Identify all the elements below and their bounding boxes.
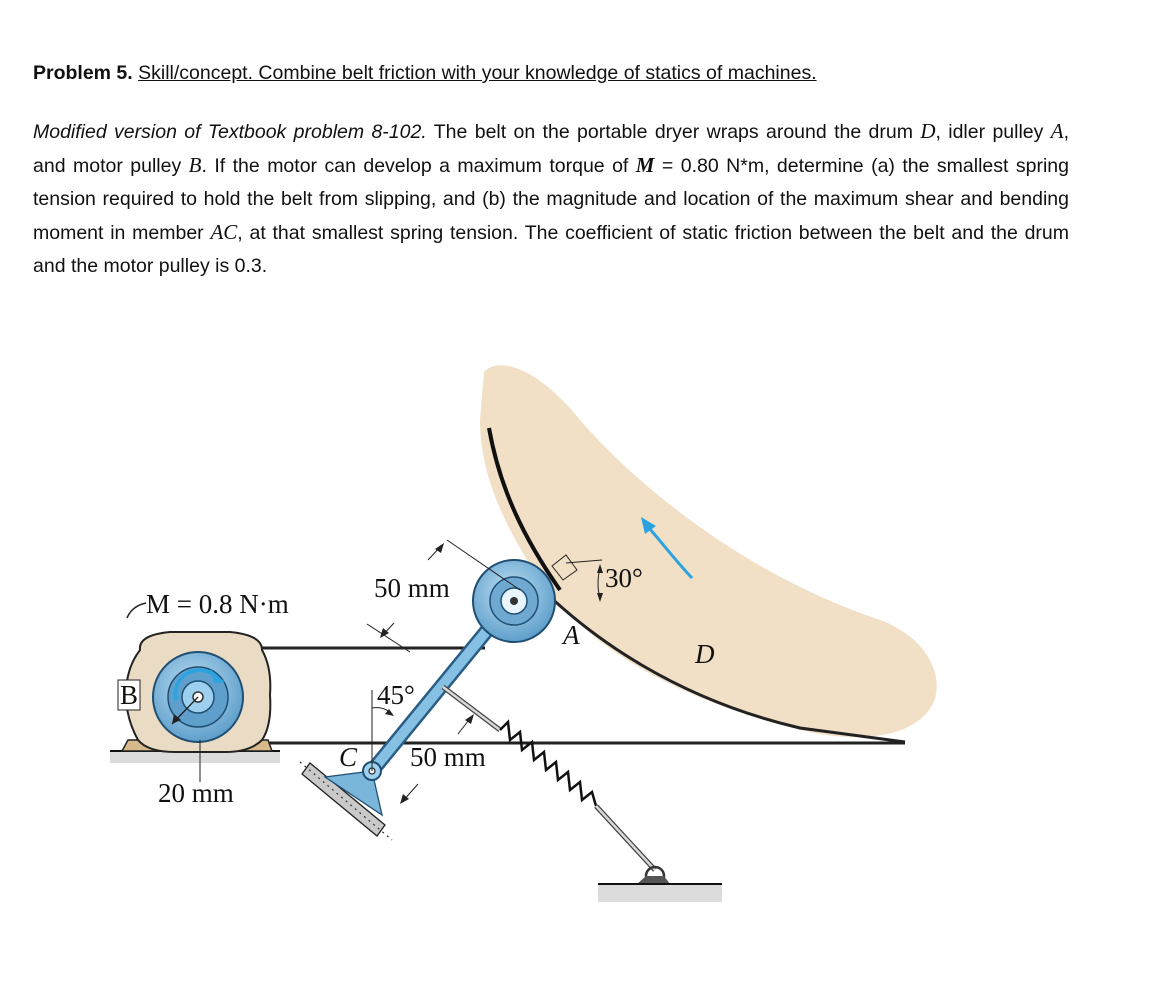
angle-30-label: 30°	[605, 563, 643, 593]
moment-label: M = 0.8 N·m	[146, 589, 289, 619]
statement-text-4: . If the motor can develop a maximum torque of	[201, 155, 636, 177]
spring-ground	[598, 884, 722, 902]
statement-text-6: , at that smallest spring tension. The coefficient of static friction between the belt and the drum and the motor pulley is 0.3.	[33, 222, 1070, 277]
label-d: D	[695, 639, 715, 669]
radius-label-b: 20 mm	[158, 778, 234, 808]
statement-text-5: = 0.80 N*m, determine (a) the smallest spring tension required to hold the belt from slipping, and (b) the magnitude and location of the maximum shear and bending moment in member	[33, 155, 1069, 244]
symbol-m: M	[635, 153, 655, 177]
problem-subtitle: Skill/concept. Combine belt friction with your knowledge of statics of machines.	[138, 62, 817, 84]
symbol-a: A	[1050, 119, 1064, 143]
label-c: C	[339, 742, 358, 772]
statement-text-3: , and motor pulley	[33, 121, 1070, 177]
spring	[500, 722, 596, 806]
label-b: B	[120, 680, 139, 710]
angle-45-label: 45°	[377, 680, 415, 710]
moment-arrow	[127, 603, 146, 618]
label-a: A	[563, 620, 580, 650]
symbol-ac: AC	[210, 220, 238, 244]
symbol-b: B	[188, 153, 202, 177]
problem-label: Problem 5.	[33, 62, 133, 84]
statement-source: Modified version of Textbook problem 8-102.	[33, 121, 427, 143]
dim-top-label: 50 mm	[374, 573, 450, 603]
statement-text-1: The belt on the portable dryer wraps around the drum	[426, 121, 921, 143]
statement-text-2: , idler pulley	[935, 121, 1051, 143]
dim-bottom-label: 50 mm	[410, 742, 486, 772]
symbol-d: D	[920, 119, 936, 143]
drum-d	[480, 365, 937, 737]
